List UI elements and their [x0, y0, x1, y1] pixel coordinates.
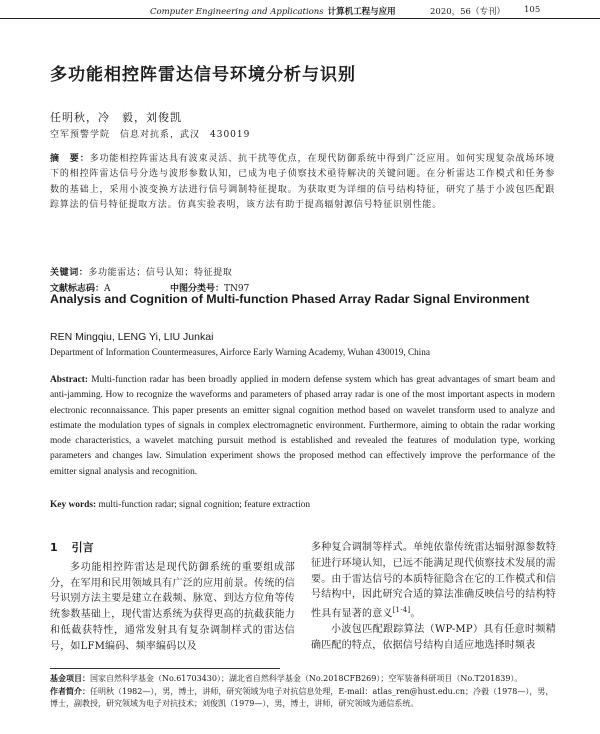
keywords-en-text: multi-function radar; signal cognition; feature extraction	[98, 500, 311, 510]
abstract-en-text: Multi-function radar has been broadly applied in modern defense system which has great advantages of smart beam and anti-jamming. How to recognize the waveforms and parameters of phased array radar is one of the most important aspects in modern electronic reconnaissance. This paper presents an emitter signal cognition method based on wavelet transform used to analyze and estimate the modulation types of signals in complex electromagnetic environment. Furthermore, aiming to obtain the radar working mode characteristics, a wavelet matching pursuit method is established and revealed the features of modulation type, working parameters and changes law. Simulation experiment shows the proposed method can effectively improve the performance of the emitter signal analysis and recognition.	[50, 375, 556, 477]
author-bio-footnote: 作者简介：任明秋（1982—），男，博士，讲师，研究领域为电子对抗信息处理，E-mail：atlas_ren@hust.edu.cn；冷毅（1978—），男，博士，副教授，研究领域为电子对抗技术；刘俊凯（1979—），男，博士，讲师，研究领域为通信系统。	[50, 686, 554, 709]
fund-footnote: 基金项目：国家自然科学基金（No.61703430）；湖北省自然科学基金（No.2018CFB269）；空军装备科研项目（No.T201839）。	[50, 674, 523, 683]
footnote-rule	[50, 668, 280, 669]
paper-title-en: Analysis and Cognition of Multi-function Phased Array Radar Signal Environment	[50, 292, 530, 306]
affiliation-cn: 空军预警学院 信息对抗系，武汉 430019	[50, 130, 251, 140]
section-heading: 1 引言	[50, 541, 94, 554]
citation-ref: [1-4]	[392, 606, 411, 615]
abstract-en-label: Abstract:	[50, 375, 89, 385]
abstract-cn	[50, 152, 555, 214]
keywords-cn	[50, 265, 232, 278]
journal-name: Computer Engineering and Applications 计算机工程与应用	[150, 7, 396, 17]
body-column-left	[50, 540, 295, 655]
abstract-en	[50, 373, 555, 480]
authors-en: REN Mingqiu, LENG Yi, LIU Junkai	[50, 331, 214, 343]
keywords-cn-text: 多功能雷达；信号认知；特征提取	[88, 268, 233, 278]
authors-cn: 任明秋，冷 毅，刘俊凯	[50, 111, 182, 124]
paper-title-cn: 多功能相控阵雷达信号环境分析与识别	[50, 65, 356, 85]
affiliation-en: Department of Information Countermeasures, Airforce Early Warning Academy, Wuhan 430019, China	[50, 347, 430, 357]
doc-code: 文献标志码：A	[50, 284, 111, 294]
intro-paragraph-continued: 多种复合调制等样式。单纯依靠传统雷达辐射源参数特征进行环境认知，已远不能满足现代侦察技术发展的需要。由于雷达信号的本质特征隐含在它的工作模式和信号结构中，因此研究合适的算法准确反映信号的结构特性具有显著的意义[1-4]。	[311, 542, 556, 620]
keywords-en-label: Key words:	[50, 500, 97, 510]
page-number: 105	[524, 5, 541, 15]
keywords-en	[50, 500, 310, 510]
intro-paragraph-1: 多功能相控阵雷达是现代防御系统的重要组成部分，在军用和民用领域具有广泛的应用前景。传统的信号识别方法主要是建立在载频、脉宽、到达方位角等传统参数基础上，现代雷达系统为获得更高的抗截获能力和低截获特性，通常发射具有复杂调制样式的雷达信号，如LFM编码、频率编码以及	[50, 561, 295, 652]
running-head	[0, 4, 600, 19]
body-column-right	[311, 540, 556, 654]
class-number: 中图分类号：TN97	[170, 284, 250, 294]
journal-name-cn: 计算机工程与应用	[327, 7, 396, 17]
footnotes	[50, 673, 555, 711]
intro-paragraph-2: 小波包匹配跟踪算法（WP-MP）具有任意时频精确匹配的特点，依据信号结构自适应地选择时频表	[311, 624, 556, 652]
abstract-cn-text: 多功能相控阵雷达具有波束灵活、抗干扰等优点，在现代防御系统中得到广泛应用。如何实现复杂战场环境下的相控阵雷达信号分选与波形参数认知，已成为电子侦察技术亟待解决的关键问题。在分析雷达工作模式和任务参数的基础上，采用小波变换方法进行信号调制特征提取。为获取更为详细的信号结构特征，研究了基于小波包匹配跟踪算法的信号特征提取方法。仿真实验表明，该方法有助于提高辐射源信号特征识别性能。	[50, 154, 555, 211]
abstract-cn-label: 摘 要：	[50, 154, 90, 164]
issue-info: 2020，56（专刊）	[430, 7, 505, 17]
keywords-cn-label: 关键词：	[50, 268, 89, 278]
